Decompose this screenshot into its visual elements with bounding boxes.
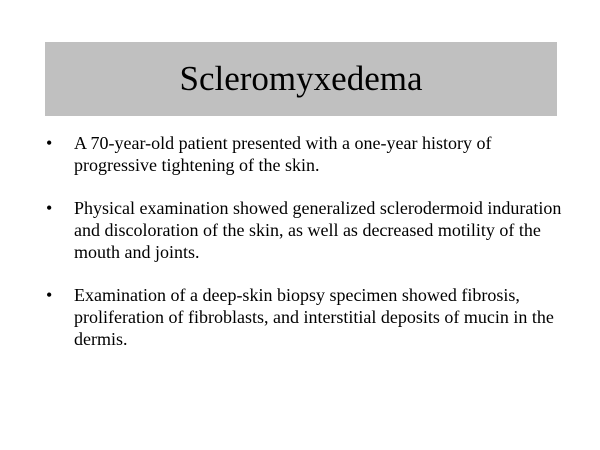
bullet-icon: • bbox=[46, 198, 53, 218]
title-bar bbox=[45, 42, 557, 116]
bullet-list bbox=[46, 132, 566, 371]
bullet-text: Physical examination showed generalized sclerodermoid induration and discoloration of the skin, as well as decreased motility of the mouth and joints. bbox=[74, 198, 562, 262]
slide-title: Scleromyxedema bbox=[179, 58, 423, 98]
bullet-item bbox=[46, 197, 566, 263]
bullet-icon: • bbox=[46, 133, 53, 153]
bullet-text: Examination of a deep-skin biopsy specimen showed fibrosis, proliferation of fibroblasts, and interstitial deposits of mucin in the dermis. bbox=[74, 285, 554, 349]
bullet-item bbox=[46, 132, 566, 176]
bullet-text: A 70-year-old patient presented with a one-year history of progressive tightening of the skin. bbox=[74, 133, 492, 175]
bullet-item bbox=[46, 284, 566, 350]
bullet-icon: • bbox=[46, 285, 53, 305]
